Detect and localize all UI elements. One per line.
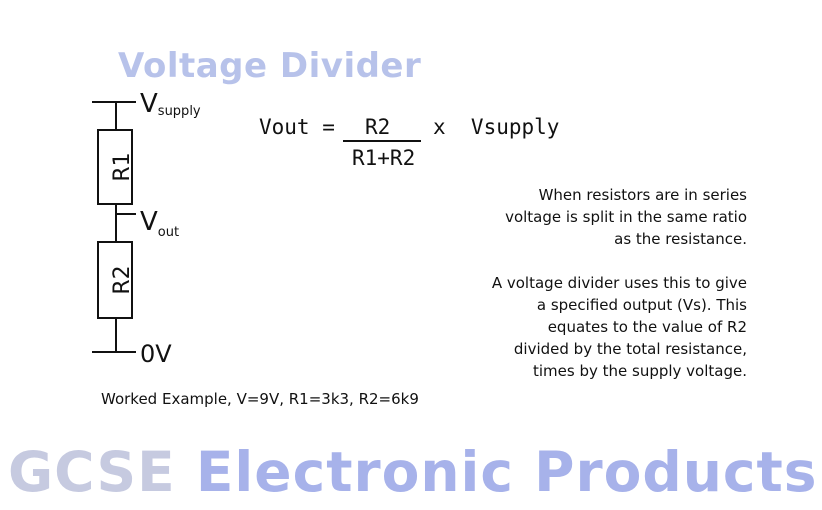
paragraph-line: as the resistance. xyxy=(614,230,747,248)
paragraph-line: times by the supply voltage. xyxy=(532,362,747,380)
formula-rhs: x Vsupply xyxy=(433,115,560,139)
formula-numerator: R2 xyxy=(365,115,391,139)
gcse-banner xyxy=(8,440,818,504)
series-explanation xyxy=(407,184,747,250)
page-title: Voltage Divider xyxy=(118,46,422,86)
voltage-divider-schematic xyxy=(80,90,260,370)
formula-denominator: R1+R2 xyxy=(352,146,416,170)
paragraph-line: divided by the total resistance, xyxy=(513,340,747,358)
zero-volt-label: 0V xyxy=(140,340,172,368)
vout-label: $V_{out}$ xyxy=(140,207,180,240)
paragraph-line: voltage is split in the same ratio xyxy=(505,208,747,226)
banner-gcse: GCSE xyxy=(8,440,196,504)
r2-label: R2 xyxy=(110,265,135,295)
worked-example: Worked Example, V=9V, R1=3k3, R2=6k9 xyxy=(101,390,419,408)
formula-lhs: Vout = xyxy=(259,115,335,139)
r1-label: R1 xyxy=(110,152,135,182)
banner-electronic-products: Electronic Products xyxy=(195,440,818,504)
vsupply-label: Vsupply xyxy=(140,90,201,119)
paragraph-line: equates to the value of R2 xyxy=(547,318,747,336)
divider-explanation xyxy=(407,272,747,382)
schematic-drawing xyxy=(80,90,260,370)
paragraph-line: When resistors are in series xyxy=(538,186,747,204)
fraction-bar xyxy=(343,140,421,142)
paragraph-line: A voltage divider uses this to give xyxy=(491,274,747,292)
paragraph-line: a specified output (Vs). This xyxy=(536,296,747,314)
